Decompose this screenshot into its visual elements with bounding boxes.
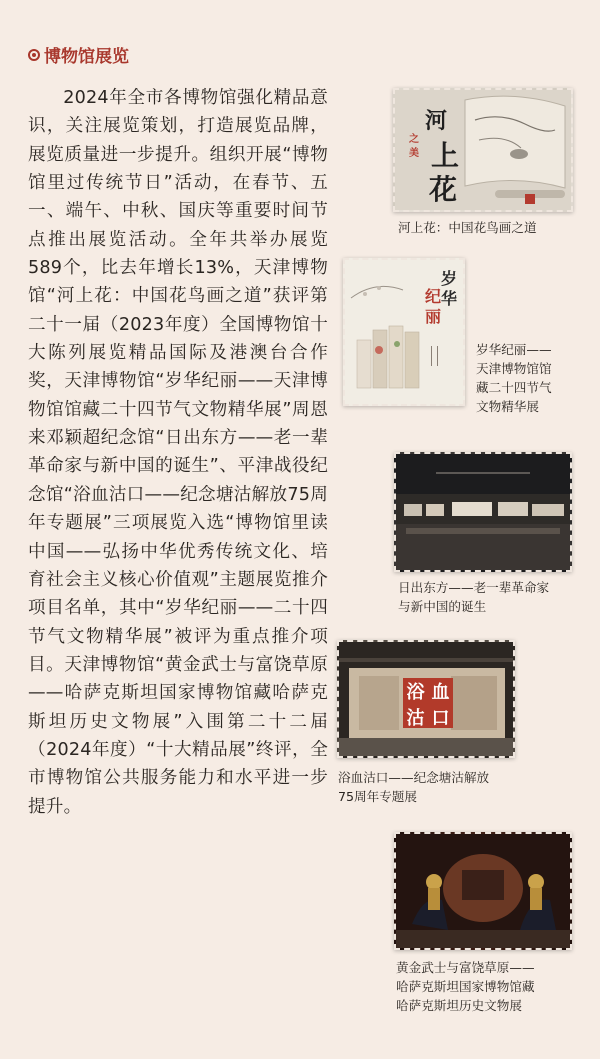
section-title <box>28 42 129 67</box>
photo-title-char: 沽 <box>406 708 425 729</box>
photo-title-block <box>403 678 453 728</box>
caption-line: 黄金武士与富饶草原—— <box>396 960 535 975</box>
body-paragraph: 2024年全市各博物馆强化精品意识，关注展览策划，打造展览品牌，展览质量进一步提升。组织开展“博物馆里过传统节日”活动，在春节、五一、端午、中秋、国庆等重要时间节点推出展览活动。全年共举办展览589个，比去年增长13%，天津博物馆“河上花：中国花鸟画之道”获评第二十一届（2023年度）全国博物馆十大陈列展览精品国际及港澳台合作奖，天津博物馆“岁华纪丽——天津博物馆馆藏二十四节气文物精华展”周恩来邓颖超纪念馆“日出东方——老一辈革命家与新中国的诞生”、平津战役纪念馆“浴血沽口——纪念塘沽解放75周年专题展”三项展览入选“博物馆里读中国——弘扬中华优秀传统文化、培育社会主义核心价值观”主题展览推介项目名单，其中“岁华纪丽——二十四节气文物精华展”被评为重点推介项目。天津博物馆“黄金武士与富饶草原——哈萨克斯坦国家博物馆藏哈萨克斯坦历史文物展”入围第二十二届（2024年度）“十大精品展”终评，全市博物馆公共服务能力和水平进一步提升。 <box>28 88 328 817</box>
photo-subtitle-char: 之 <box>409 134 419 145</box>
caption-line: 岁华纪丽—— <box>476 342 552 357</box>
photo-yuxueguko <box>337 640 515 758</box>
photo-suihuajili <box>343 258 465 406</box>
photo-huangjinwushi <box>394 832 572 950</box>
caption-line: 日出东方——老一辈革命家 <box>398 580 550 595</box>
photo-title-char: 河 <box>425 108 448 134</box>
photo-caption <box>398 578 549 616</box>
caption-line: 藏二十四节气 <box>476 380 552 395</box>
caption-line: 哈萨克斯坦国家博物馆藏 <box>396 979 535 994</box>
caption-line: 天津博物馆馆 <box>476 361 552 376</box>
caption-line: 与新中国的诞生 <box>398 599 487 614</box>
section-title-text: 博物馆展览 <box>44 47 129 67</box>
photo-caption: 河上花：中国花鸟画之道 <box>398 220 537 235</box>
photo-title-char: 丽 <box>425 307 442 326</box>
photo-title-char: 华 <box>441 289 458 308</box>
photo-title-char: 浴 <box>406 682 425 703</box>
photo-caption <box>338 768 489 806</box>
photo-title-char: 花 <box>429 173 458 206</box>
circle-bullet-icon <box>28 49 40 61</box>
caption-line: 浴血沽口——纪念塘沽解放 <box>338 770 490 785</box>
scroll-painting-illustration <box>395 90 571 210</box>
caption-line: 75周年专题展 <box>338 789 417 804</box>
photo-richudongfang <box>394 452 572 572</box>
photo-subtitle-char: 美 <box>409 148 419 159</box>
caption-line: 哈萨克斯坦历史文物展 <box>396 998 522 1013</box>
photo-title-char: 岁 <box>441 269 458 288</box>
photo-heshanghua <box>393 88 573 212</box>
photo-title-char: 口 <box>431 708 450 729</box>
caption-line: 文物精华展 <box>476 399 539 414</box>
photo-title-char: 纪 <box>425 287 442 306</box>
golden-warrior-illustration <box>396 834 570 948</box>
photo-title-char: 血 <box>431 682 450 703</box>
exhibition-hall-illustration <box>396 454 570 570</box>
photo-title-char: 上 <box>431 139 460 172</box>
photo-caption <box>476 340 596 416</box>
photo-caption <box>396 958 535 1015</box>
